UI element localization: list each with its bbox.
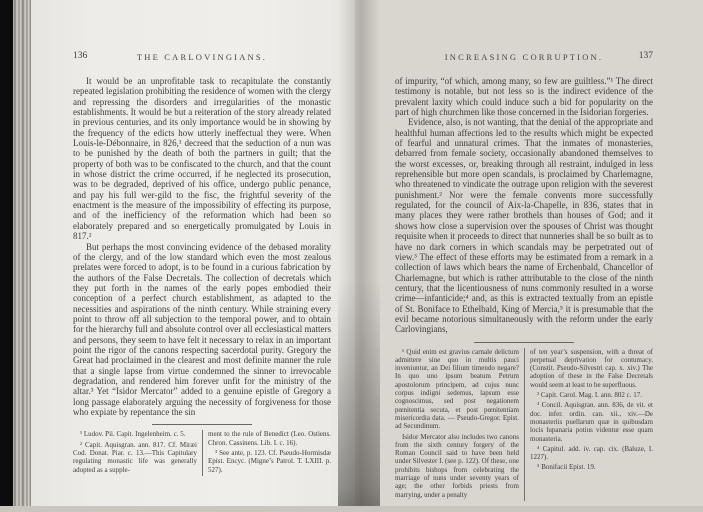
footnote: ³ See ante, p. 123. Cf. Pseudo-Hormisdæ Epist. Encyc. (Migne’s Patrol. T. LXIII. p. 527). (208, 448, 331, 474)
left-footnote-block (73, 424, 331, 475)
left-page-header (73, 52, 331, 66)
footnote-continuation: of ten year’s suspension, with a threat of perpetual deprivation for contumacy. (Constit. Pseudo-Silvestri cap. x. xiv.) The adoption of these in the False Decretals would seem at least to be superfluous. (530, 347, 653, 389)
footnote: ² Capit. Carol. Mag. I. ann. 802 c. 17. (537, 391, 642, 400)
binding-shadow-strip (0, 0, 13, 512)
right-page-number: 137 (638, 51, 653, 61)
right-footnote-block (395, 342, 653, 501)
right-footnote-columns (395, 348, 653, 501)
footnote: ³ Concil. Aquisgran. ann. 836, de vit. et doc. infer. ordin. can. xii., xiv.—De monasteriis puellarum quæ in quibusdam locis lupanaria potius videntur esse quam monasteria. (530, 401, 653, 443)
footnote-column-1 (73, 430, 202, 475)
footnote: ² Capit. Aquisgran. ann. 817. Cf. Miræi Cod. Donat. Piar. c. 13.—This Capitulary regulating monastic life was generally adopted as a supple- (73, 440, 197, 474)
footnote: Isidor Mercator also includes two canons from the sixth century forgery of the Roman Council said to have been held under Silvester I. (see p. 122). Of these, one prohibits bishops from celebrating the marriage of nuns under seventy years of age; the other forbids priests from marrying, under a penalty (395, 432, 519, 499)
paragraph: But perhaps the most convincing evidence of the debased morality of the clergy, and of the low standard which even the most zealous prelates were forced to adopt, is to be found in a curious fabrication by the authors of the False Decretals. The collection of decretals which they put forth in the names of the early popes embodied their conception of a perfect church establishment, as adapted to the necessities and aspirations of the ninth century. While straining every point to throw off all subjection to the temporal power, and to obtain for the hierarchy full and absolute control over all ecclesiastical matters and persons, they seem to have felt it necessary to relax in an important point the rigor of the canons respecting sacerdotal purity. Gregory the Great had proclaimed in the clearest and most definite manner the rule that a single lapse from virtue condemned the sinner to irrevocable degradation, and rendered him forever unfit for the ministry of the altar.³ Yet “Isidor Mercator” added to a genuine epistle of Gregory a long passage elaborately arguing the necessity of forgiveness for those who expiate by repentance the sin (73, 241, 331, 417)
stacked-page-edges-texture (13, 0, 31, 512)
left-page (31, 0, 355, 506)
right-page (355, 0, 703, 506)
scan-bed-edge (0, 506, 703, 512)
footnote-continuation: ment to the rule of Benedict (Leo. Ostiens. Chron. Cassinens. Lib. I. c. 16). (208, 430, 331, 447)
footnote-column-2 (202, 430, 331, 475)
left-page-number: 136 (73, 51, 88, 61)
footnote-column-1 (395, 348, 524, 501)
footnote: ⁵ Bonifacii Epist. 19. (537, 463, 596, 472)
footnote: ⁴ Capitul. add. iv. cap. cix. (Baluze, I. 1227). (530, 444, 653, 462)
left-footnote-columns (73, 430, 331, 475)
footnote: ¹ Ludov. Pii. Capit. Ingelenheim. c. 5. (80, 430, 186, 439)
footnote-separator-rule (474, 342, 574, 343)
footnote: ¹ Quid enim est gravius carnale delictum admittere sine quo in multis pauci inveniuntur, an Dei filium timendo negare? In quo uno ipsum beatum Petrum apostolorum principem, ad cujus nunc corpus indigni sedemus, lapsum esse cognoscimus, sed post negationem pœnitentia secuta, et post pœnitentiam misericordia data. — Pseudo-Gregor. Epist. ad Secundinum. (395, 347, 519, 431)
paragraph: Evidence, also, is not wanting, that the denial of the appropriate and healthful human affections led to the results which might be expected of fearful and unnatural crimes. That the inmates of monasteries, debarred from female society, occasionally abandoned themselves to the worst excesses, or, breaking through all restraint, indulged in less reprehensible but more open scandals, is proclaimed by Charlemagne, who threatened to vindicate the outrage upon religion with the severest punishment.² Nor were the female convents more successfully regulated, for the council of Aix-la-Chapelle, in 836, states that in many places they were rather brothels than houses of God; and it shows how close a supervision over the spouses of Christ was thought requisite when it proceeds to direct that nunneries shall be so built as to have no dark corners in which scandals may be perpetrated out of view.³ The effect of these efforts may be estimated from a remark in a collection of laws which bears the name of Erchenbald, Chancellor of Charlemagne, but which is rather attributable to the close of the ninth century, that the licentiousness of nuns commonly resulted in a worse crime—infanticide;⁴ and, as this is extracted textually from an epistle of St. Boniface to Ethelbald, King of Mercia,⁵ it is presumable that the evil became notorious simultaneously with the reform under the early Carlovingians, (395, 117, 653, 335)
left-page-body (73, 76, 331, 417)
right-page-header (395, 52, 653, 66)
footnote-separator-rule (152, 424, 252, 425)
paragraph: It would be an unprofitable task to recapitulate the constantly repeated legislation prohibiting the residence of women with the clergy and repressing the disorders and irregularities of the monastic establishments. It would be but a reiteration of the story already related in previous centuries, and its only importance would be in showing by the frequency of the edicts how utterly ineffectual they were. When Louis-le-Débonnaire, in 826,¹ decreed that the seduction of a nun was to be punished by the death of both the partners in guilt; that the property of both was to be confiscated to the church, and that the count in whose district the crime occurred, if he neglected its prosecution, was to be degraded, deprived of his office, undergo public penance, and pay his full wer-gild to the fisc, the frightful severity of the enactment is the measure of the impossibility of effecting its purpose, and of the inefficiency of the reformation which had been so elaborately prepared and so energetically promulgated by Louis in 817.² (73, 76, 331, 242)
right-page-body (395, 76, 653, 335)
footnote-column-2 (524, 348, 653, 501)
paragraph-continuation: of impurity, “of which, among many, so few are guiltless.”¹ The direct testimony is notable, but not less so is the indirect evidence of the prevalent laxity which could induce such a bid for popularity on the part of high churchmen like those concerned in the Isidorian forgeries. (395, 76, 653, 118)
right-running-head: INCREASING CORRUPTION. (444, 52, 604, 62)
left-running-head: THE CARLOVINGIANS. (136, 52, 268, 62)
